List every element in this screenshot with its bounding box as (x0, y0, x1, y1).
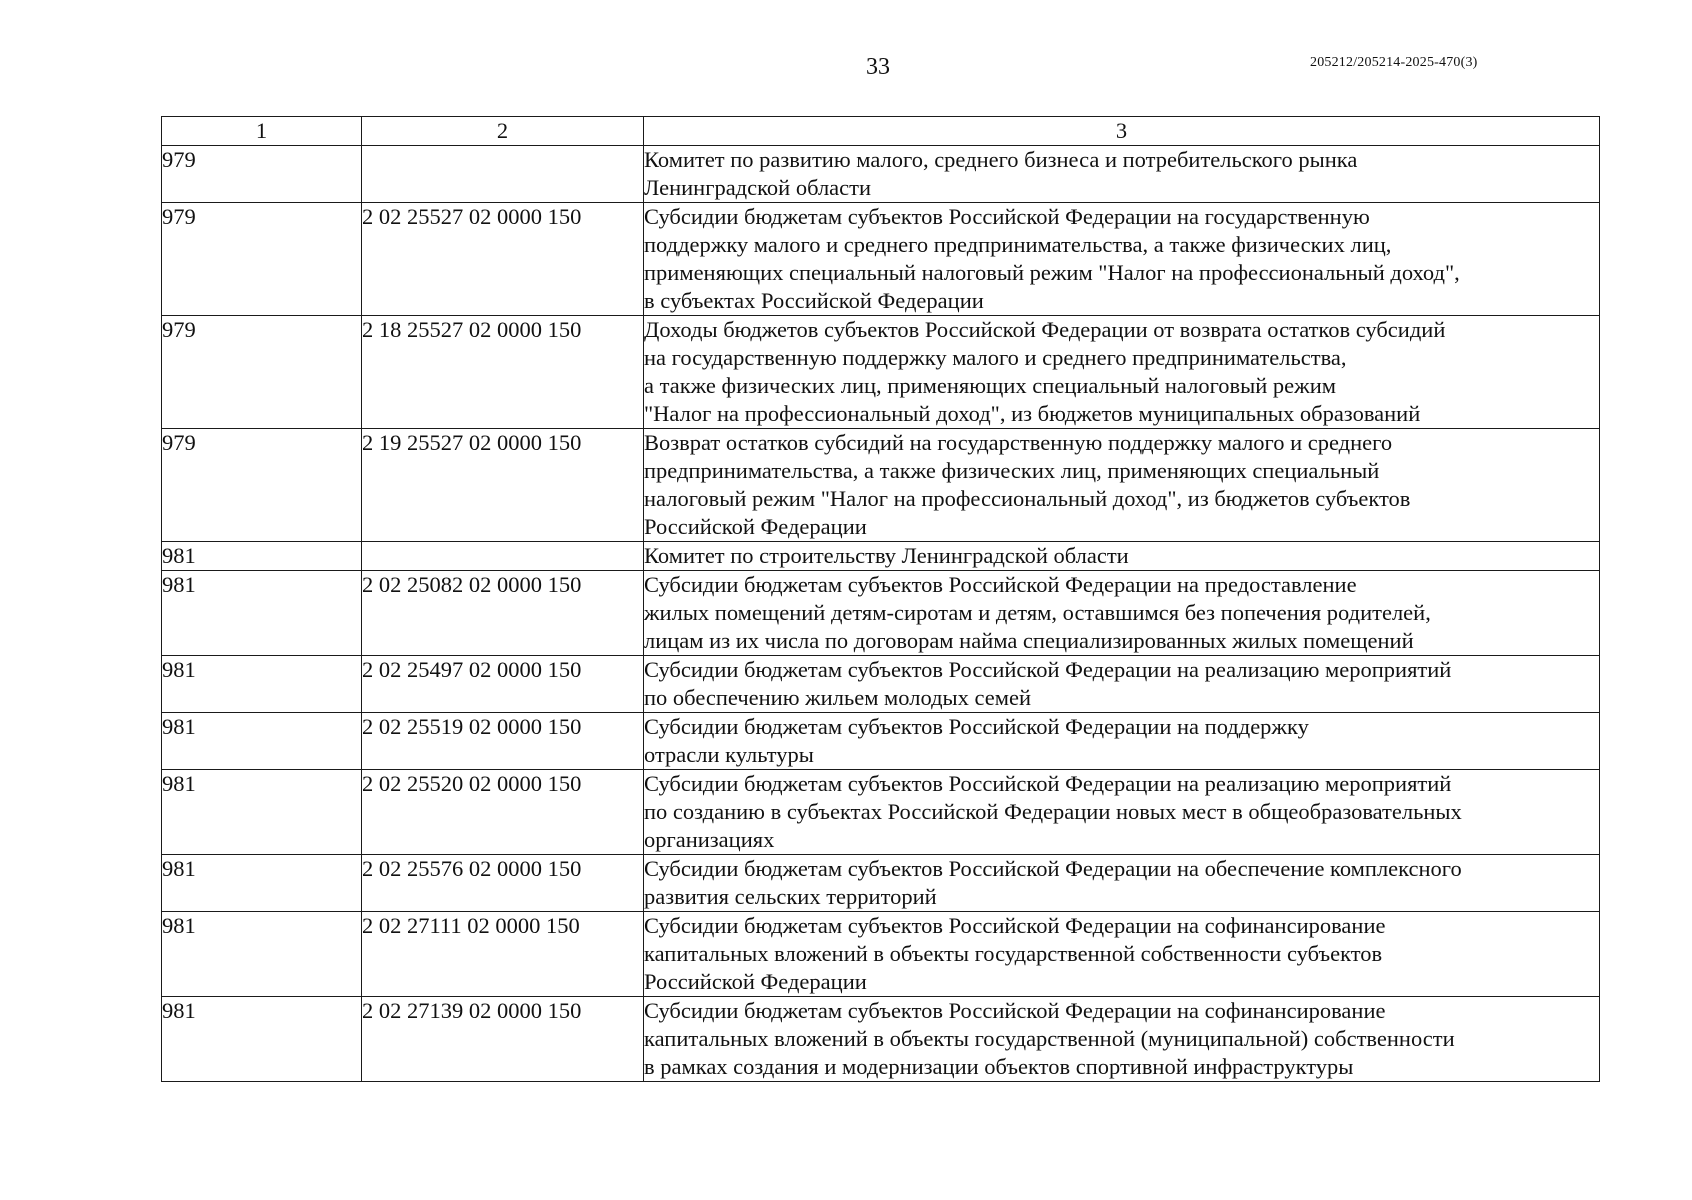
admin-code-cell: 979 (162, 429, 362, 542)
table-row (162, 770, 1600, 855)
table-row (162, 912, 1600, 997)
table-row (162, 316, 1600, 429)
revenue-name-line: в рамках создания и модернизации объектов спортивной инфраструктуры (644, 1054, 1354, 1079)
budget-code-cell: 2 02 25576 02 0000 150 (362, 855, 644, 912)
revenue-name-line: а также физических лиц, применяющих специальный налоговый режим (644, 373, 1336, 398)
budget-code-cell: 2 02 25497 02 0000 150 (362, 656, 644, 713)
admin-code-cell: 981 (162, 542, 362, 571)
admin-code-cell: 979 (162, 203, 362, 316)
revenue-name-line: капитальных вложений в объекты государственной собственности субъектов (644, 941, 1383, 966)
revenue-name-line: Субсидии бюджетам субъектов Российской Федерации на предоставление (644, 572, 1357, 597)
table-row (162, 855, 1600, 912)
revenue-name-line: Субсидии бюджетам субъектов Российской Федерации на государственную (644, 204, 1370, 229)
budget-code-cell: 2 02 25519 02 0000 150 (362, 713, 644, 770)
table-row (162, 656, 1600, 713)
budget-code-cell: 2 02 25082 02 0000 150 (362, 571, 644, 656)
revenue-name-line: Возврат остатков субсидий на государственную поддержку малого и среднего (644, 430, 1393, 455)
budget-code-cell: 2 02 27111 02 0000 150 (362, 912, 644, 997)
revenue-name-line: Субсидии бюджетам субъектов Российской Федерации на реализацию мероприятий (644, 771, 1452, 796)
admin-code-cell: 981 (162, 855, 362, 912)
admin-code-cell: 981 (162, 571, 362, 656)
admin-code-cell: 979 (162, 146, 362, 203)
budget-code-cell: 2 19 25527 02 0000 150 (362, 429, 644, 542)
admin-code-cell: 981 (162, 770, 362, 855)
budget-code-cell (362, 146, 644, 203)
table-row (162, 713, 1600, 770)
revenue-name-cell (644, 429, 1600, 542)
revenue-name-line: Ленинградской области (644, 175, 872, 200)
admin-code-cell: 981 (162, 656, 362, 713)
revenue-name-line: поддержку малого и среднего предпринимательства, а также физических лиц, (644, 232, 1392, 257)
budget-code-cell: 2 18 25527 02 0000 150 (362, 316, 644, 429)
admin-code-cell: 979 (162, 316, 362, 429)
revenue-name-line: Российской Федерации (644, 969, 867, 994)
revenue-name-cell (644, 770, 1600, 855)
revenue-name-line: Субсидии бюджетам субъектов Российской Федерации на поддержку (644, 714, 1309, 739)
revenue-name-line: на государственную поддержку малого и среднего предпринимательства, (644, 345, 1347, 370)
revenue-name-cell (644, 656, 1600, 713)
column-header-1: 1 (162, 117, 362, 146)
revenue-name-line: Субсидии бюджетам субъектов Российской Федерации на софинансирование (644, 998, 1386, 1023)
document-code: 205212/205214-2025-470(3) (1310, 55, 1478, 70)
budget-code-cell: 2 02 25520 02 0000 150 (362, 770, 644, 855)
revenue-name-line: налоговый режим "Налог на профессиональный доход", из бюджетов субъектов (644, 486, 1411, 511)
revenue-name-line: развития сельских территорий (644, 884, 937, 909)
table-body (162, 146, 1600, 1082)
revenue-name-line: Комитет по строительству Ленинградской области (644, 543, 1129, 568)
admin-code-cell: 981 (162, 713, 362, 770)
revenue-name-cell (644, 855, 1600, 912)
revenue-name-line: жилых помещений детям-сиротам и детям, оставшимся без попечения родителей, (644, 600, 1431, 625)
revenue-name-line: отрасли культуры (644, 742, 814, 767)
revenue-name-cell (644, 316, 1600, 429)
revenue-name-line: капитальных вложений в объекты государственной (муниципальной) собственности (644, 1026, 1455, 1051)
table-row (162, 571, 1600, 656)
revenue-name-cell (644, 571, 1600, 656)
page-number: 33 (866, 54, 890, 80)
revenue-name-line: предпринимательства, а также физических лиц, применяющих специальный (644, 458, 1380, 483)
table-row (162, 146, 1600, 203)
table-header-row (162, 117, 1600, 146)
revenue-name-cell (644, 997, 1600, 1082)
column-header-3: 3 (644, 117, 1600, 146)
revenue-name-line: Комитет по развитию малого, среднего бизнеса и потребительского рынка (644, 147, 1358, 172)
revenue-name-cell (644, 542, 1600, 571)
table-row (162, 203, 1600, 316)
revenue-name-line: лицам из их числа по договорам найма специализированных жилых помещений (644, 628, 1414, 653)
revenue-name-line: по созданию в субъектах Российской Федерации новых мест в общеобразовательных (644, 799, 1462, 824)
revenue-name-line: Субсидии бюджетам субъектов Российской Федерации на реализацию мероприятий (644, 657, 1452, 682)
revenue-name-cell (644, 912, 1600, 997)
revenue-name-line: организациях (644, 827, 775, 852)
revenue-name-line: Субсидии бюджетам субъектов Российской Федерации на обеспечение комплексного (644, 856, 1462, 881)
revenue-name-cell (644, 203, 1600, 316)
admin-code-cell: 981 (162, 997, 362, 1082)
revenue-name-line: "Налог на профессиональный доход", из бюджетов муниципальных образований (644, 401, 1421, 426)
revenue-name-line: в субъектах Российской Федерации (644, 288, 984, 313)
table-row (162, 997, 1600, 1082)
revenue-name-line: применяющих специальный налоговый режим "Налог на профессиональный доход", (644, 260, 1460, 285)
revenue-name-cell (644, 146, 1600, 203)
revenue-name-line: Российской Федерации (644, 514, 867, 539)
revenue-name-line: Доходы бюджетов субъектов Российской Федерации от возврата остатков субсидий (644, 317, 1446, 342)
revenue-name-line: Субсидии бюджетам субъектов Российской Федерации на софинансирование (644, 913, 1386, 938)
budget-code-cell: 2 02 27139 02 0000 150 (362, 997, 644, 1082)
budget-codes-table (161, 116, 1600, 1082)
revenue-name-line: по обеспечению жильем молодых семей (644, 685, 1032, 710)
revenue-name-cell (644, 713, 1600, 770)
budget-code-cell (362, 542, 644, 571)
column-header-2: 2 (362, 117, 644, 146)
budget-code-cell: 2 02 25527 02 0000 150 (362, 203, 644, 316)
table-row (162, 542, 1600, 571)
admin-code-cell: 981 (162, 912, 362, 997)
table-row (162, 429, 1600, 542)
